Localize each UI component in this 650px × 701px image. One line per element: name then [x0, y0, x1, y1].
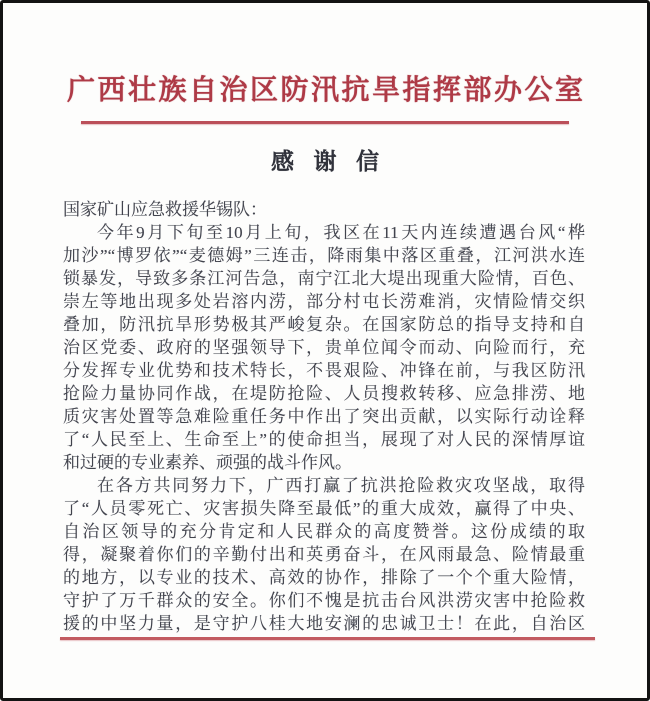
body-line: 分发挥专业优势和技术特长，不畏艰险、冲锋在前，与我区防汛: [63, 361, 585, 380]
body-line: 抢险力量协同作战，在堤防抢险、人员搜救转移、应急排涝、地: [63, 384, 585, 403]
body-line: 的地方，以专业的技术、高效的协作，排除了一个个重大险情，: [63, 568, 585, 587]
salutation: 国家矿山应急救援华锡队：: [63, 200, 267, 219]
body-line: 加沙”“博罗依”“麦德姆”三连击，降雨集中落区重叠，江河洪水连: [63, 246, 585, 265]
body-line: 守护了万千群众的安全。你们不愧是抗击台风洪涝灾害中抢险救: [63, 591, 585, 610]
letterhead-rule: [81, 121, 569, 124]
body-line: 崇左等地出现多处岩溶内涝，部分村屯长涝难消，灾情险情交织: [63, 292, 585, 311]
body-line: 在各方共同努力下，广西打赢了抗洪抢险救灾攻坚战，取得: [97, 476, 585, 495]
body-line: 锁暴发，导致多条江河告急，南宁江北大堤出现重大险情，百色、: [63, 269, 585, 288]
body-line: 援的中坚力量，是守护八桂大地安澜的忠诚卫士！在此，自治区: [63, 614, 585, 633]
body-line: 了“人民至上、生命至上”的使命担当，展现了对人民的深情厚谊: [63, 430, 585, 449]
letterhead-title: 广西壮族自治区防汛抗旱指挥部办公室: [66, 75, 586, 106]
body-line: 质灾害处置等急难险重任务中作出了突出贡献，以实际行动诠释: [63, 407, 585, 426]
body-line: 今年9月下旬至10月上旬，我区在11天内连续遭遇台风“桦: [97, 223, 585, 242]
body-line: 自治区领导的充分肯定和人民群众的高度赞誉。这份成绩的取: [63, 522, 585, 541]
body-line: 叠加，防汛抗旱形势极其严峻复杂。在国家防总的指导支持和自: [63, 315, 585, 334]
emphasis-underline: [60, 637, 595, 640]
body-line: 和过硬的专业素养、顽强的战斗作风。: [63, 453, 352, 472]
body-line: 治区党委、政府的坚强领导下，贵单位闻令而动、向险而行，充: [63, 338, 585, 357]
body-line: 得，凝聚着你们的辛勤付出和英勇奋斗，在风雨最急、险情最重: [63, 545, 585, 564]
letter-body: [63, 198, 585, 640]
letter-title: 感谢信: [270, 149, 399, 174]
body-line: 了“人员零死亡、灾害损失降至最低”的重大成效，赢得了中央、: [63, 499, 585, 518]
